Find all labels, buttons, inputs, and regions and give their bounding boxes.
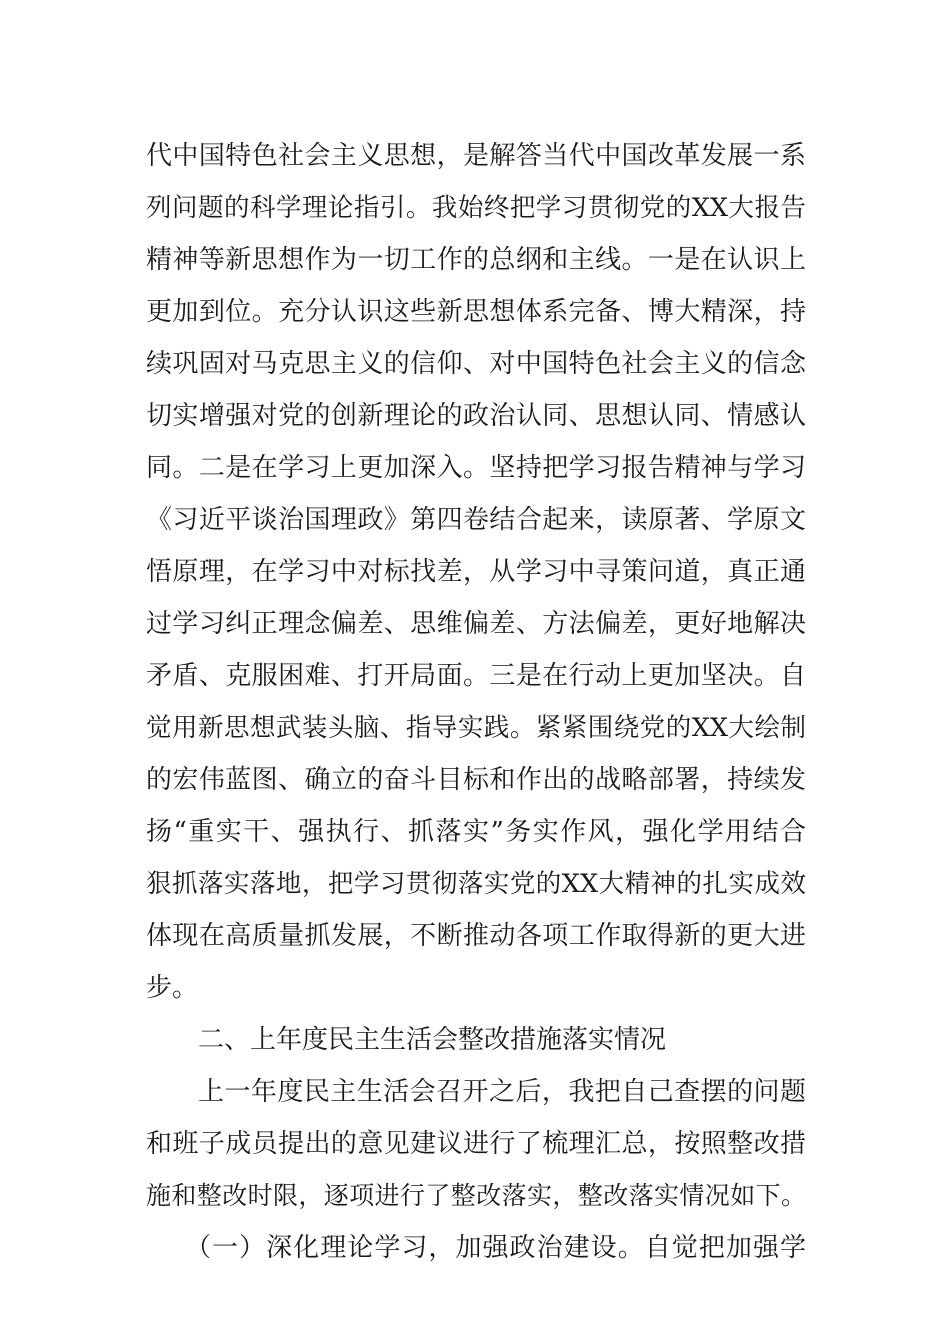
paragraph-line: 体现在高质量抓发展，不断推动各项工作取得新的更大进 bbox=[146, 921, 806, 951]
subsection-heading-line: （一）深化理论学习，加强政治建设。自觉把加强学 bbox=[185, 1233, 806, 1263]
section-heading: 二、上年度民主生活会整改措施落实情况 bbox=[198, 1025, 667, 1055]
paragraph-line: 扬“重实干、强执行、抓落实”务实作风，强化学用结合 bbox=[146, 817, 806, 847]
paragraph-line: 和班子成员提出的意见建议进行了梳理汇总，按照整改措 bbox=[146, 1129, 806, 1159]
paragraph-line: 列问题的科学理论指引。我始终把学习贯彻党的XX大报告 bbox=[146, 193, 806, 223]
paragraph-line: 步。 bbox=[146, 973, 199, 1003]
paragraph-line: 觉用新思想武装头脑、指导实践。紧紧围绕党的XX大绘制 bbox=[146, 713, 806, 743]
paragraph-line: 《习近平谈治国理政》第四卷结合起来，读原著、学原文 bbox=[146, 505, 806, 535]
paragraph-line: 同。二是在学习上更加深入。坚持把学习报告精神与学习 bbox=[146, 453, 806, 483]
paragraph-line: 狠抓落实落地，把学习贯彻落实党的XX大精神的扎实成效 bbox=[146, 869, 806, 899]
paragraph-line: 上一年度民主生活会召开之后，我把自己查摆的问题 bbox=[198, 1077, 806, 1107]
paragraph-line: 过学习纠正理念偏差、思维偏差、方法偏差，更好地解决 bbox=[146, 609, 806, 639]
paragraph-line: 精神等新思想作为一切工作的总纲和主线。一是在认识上 bbox=[146, 245, 806, 275]
paragraph-line: 矛盾、克服困难、打开局面。三是在行动上更加坚决。自 bbox=[146, 661, 806, 691]
paragraph-line: 的宏伟蓝图、确立的奋斗目标和作出的战略部署，持续发 bbox=[146, 765, 806, 795]
paragraph-line: 代中国特色社会主义思想，是解答当代中国改革发展一系 bbox=[146, 141, 806, 171]
paragraph-line: 切实增强对党的创新理论的政治认同、思想认同、情感认 bbox=[146, 401, 806, 431]
paragraph-line: 续巩固对马克思主义的信仰、对中国特色社会主义的信念 bbox=[146, 349, 806, 379]
paragraph-line: 施和整改时限，逐项进行了整改落实，整改落实情况如下。 bbox=[146, 1181, 806, 1210]
paragraph-line: 更加到位。充分认识这些新思想体系完备、博大精深，持 bbox=[146, 297, 806, 327]
paragraph-line: 悟原理，在学习中对标找差，从学习中寻策问道，真正通 bbox=[146, 557, 806, 587]
